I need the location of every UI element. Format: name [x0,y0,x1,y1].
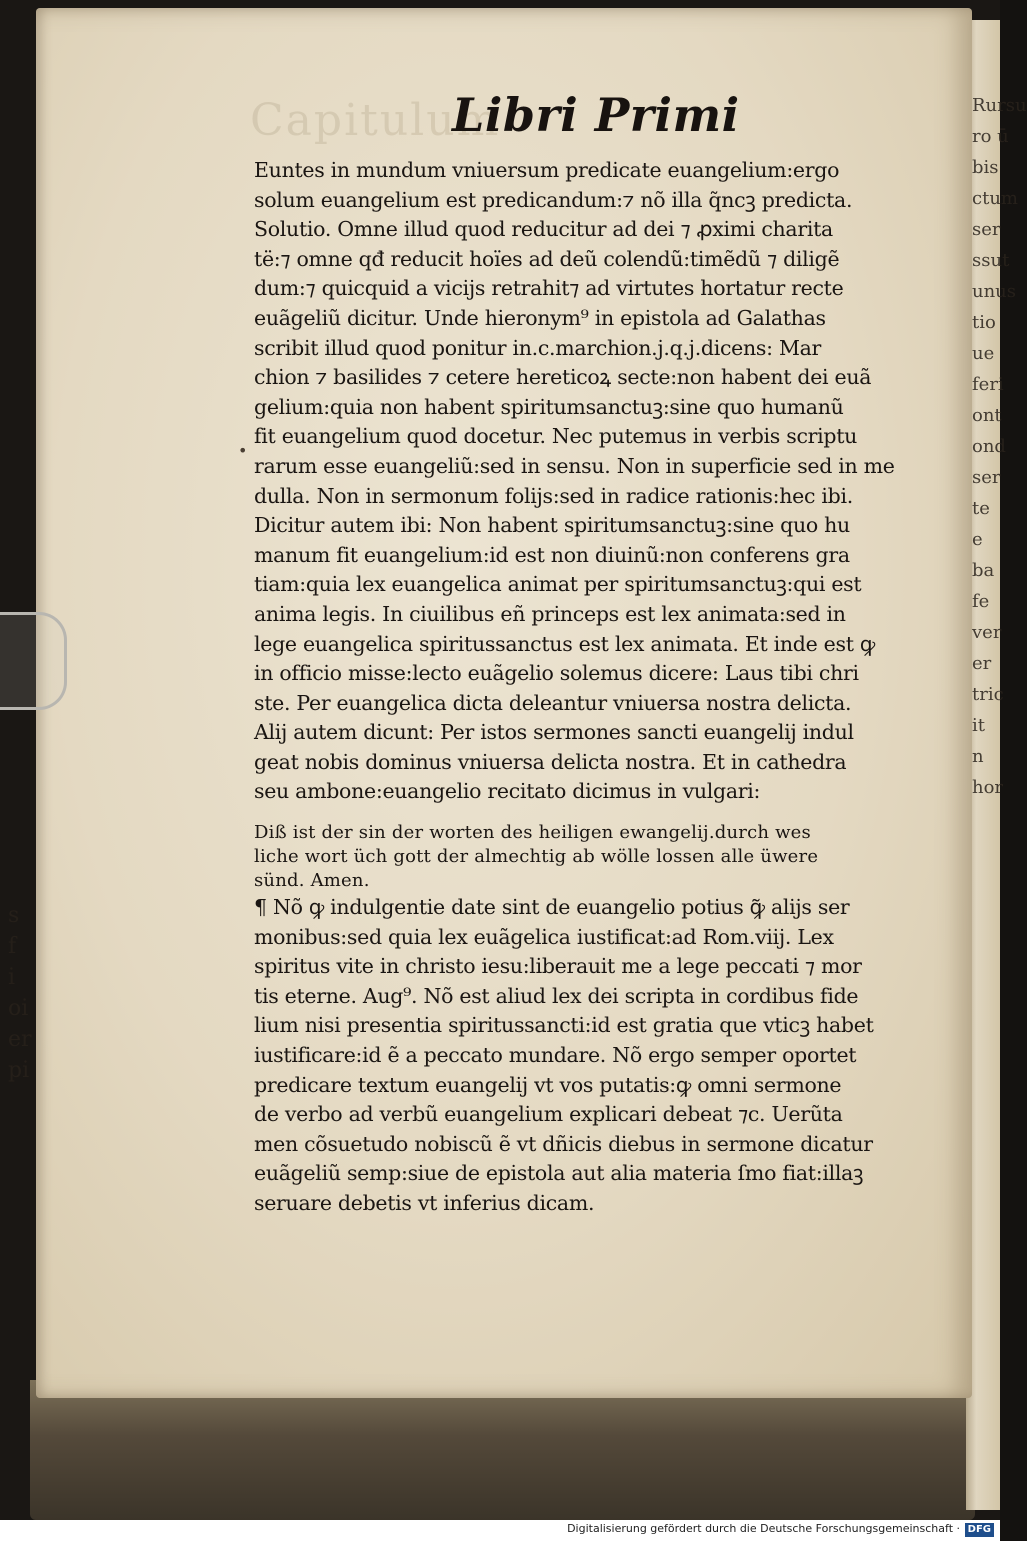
text-line: lege euangelica spiritussanctus est lex animata. Et inde est ꝙ [254,631,875,656]
text-line: iustificare:id ẽ a peccato mundare. Nõ ergo semper oportet [254,1043,857,1068]
dfg-logo-icon: DFG [965,1523,994,1537]
next-page-line: feri [972,374,1004,395]
german-passage [254,821,894,893]
text-line: chion ⁊ basilides ⁊ cetere hereticoꝝ secte:non habent dei euã [254,365,872,390]
text-line: lium nisi presentia spiritussancti:id est gratia que vticꝫ habet [254,1013,874,1038]
next-page-line: ssut [972,250,1010,271]
text-line: spiritus vite in christo iesu:liberauit me a lege peccati ⁊ mor [254,954,862,979]
next-page-line: ro ū [972,126,1009,147]
next-page-line: ser [972,467,1001,488]
text-line: ¶ Nõ ꝙ indulgentie date sint de euangelio potius ꝙ̃ alijs ser [254,895,850,920]
text-line: tiam:quia lex euangelica animat per spiritumsanctuꝫ:qui est [254,572,862,597]
footer-credit: Digitalisierung gefördert durch die Deutsche Forschungsgemeinschaft · [567,1522,960,1535]
text-line: të:⁊ omne qđ reducit hoïes ad deũ colendũ:timẽdũ ⁊ diligẽ [254,246,840,271]
text-line: geat nobis dominus vniuersa delicta nostra. Et in cathedra [254,749,847,774]
next-page-line: fe [972,591,990,612]
text-line: dulla. Non in sermonum folijs:sed in radice rationis:hec ibi. [254,483,853,508]
next-page-line: bis [972,157,999,178]
text-line: Dicitur autem ibi: Non habent spiritumsanctuꝫ:sine quo hu [254,513,850,538]
next-page-line: ser [972,219,1001,240]
body-text [254,156,894,1219]
text-line: rarum esse euangeliũ:sed in sensu. Non in superficie sed in me [254,453,895,478]
page-heading: Libri Primi [452,88,740,142]
second-paragraph [254,893,894,1219]
text-line: solum euangelium est predicandum:⁊ nõ illa q̃ncꝫ predicta. [254,187,853,212]
left-page-text-fragment [8,900,36,1086]
text-line: in officio misse:lecto euãgelio solemus dicere: Laus tibi chri [254,661,859,686]
next-page-line: n [972,746,984,767]
next-page-line: ue [972,343,995,364]
text-line: dum:⁊ quicquid a vicijs retrahit⁊ ad virtutes hortatur recte [254,276,844,301]
text-line: tis eterne. Aug⁹. Nõ est aliud lex dei scripta in cordibus fide [254,983,859,1008]
next-page-line: te [972,498,990,519]
left-page-line: i [8,965,16,990]
text-line: Solutio. Omne illud quod reducitur ad dei ⁊ ꝓximi charita [254,217,833,242]
next-page-line: Rursu [972,95,1027,116]
next-page-line: ctum [972,188,1018,209]
next-page-line: tio [972,312,996,333]
text-line: euãgeliũ semp:siue de epistola aut alia materia ſmo fiat:illaꝫ [254,1161,864,1186]
text-line: ste. Per euangelica dicta deleantur vniuersa nostra delicta. [254,690,852,715]
left-page-line: oi [8,996,29,1021]
left-page-line: s [8,903,20,928]
text-line: fit euangelium quod docetur. Nec putemus in verbis scriptu [254,424,858,449]
text-line: gelium:quia non habent spiritumsanctuꝫ:sine quo humanũ [254,394,844,419]
text-line: Alij autem dicunt: Per istos sermones sancti euangelij indul [254,720,854,745]
book-clasp [0,612,67,710]
left-page-line: er [8,1027,32,1052]
next-page-line: it [972,715,985,736]
next-page-text-fragment [972,90,1027,803]
next-page-line: e [972,529,983,550]
left-page-line: f [8,934,17,959]
text-line: monibus:sed quia lex euãgelica iustificat:ad Rom.viij. Lex [254,924,834,949]
margin-mark: • [238,441,248,460]
text-line: seu ambone:euangelio recitato dicimus in vulgari: [254,779,761,804]
text-line: men cõsuetudo nobiscũ ẽ vt dñicis diebus in sermone dicatur [254,1131,873,1156]
show-through-text: Capitulum [250,95,501,146]
text-line: anima legis. In ciuilibus eñ princeps est lex animata:sed in [254,601,846,626]
text-line: de verbo ad verbũ euangelium explicari debeat ⁊c. Uerũta [254,1102,843,1127]
next-page-line: ver [972,622,1002,643]
german-text-line: liche wort üch gott der almechtig ab wölle lossen alle üwere [254,846,819,868]
text-line: scribit illud quod ponitur in.c.marchion.j.q.j.dicens: Mar [254,335,822,360]
german-text-line: sünd. Amen. [254,870,370,892]
next-page-line: er [972,653,992,674]
next-page-line: ba [972,560,995,581]
text-line: manum fit euangelium:id est non diuinũ:non conferens gra [254,542,850,567]
footer-bar [0,1520,1000,1541]
next-page-line: hor [972,777,1004,798]
next-page-line: ont [972,405,1002,426]
german-text-line: Diß ist der sin der worten des heiligen ewangelij.durch wes [254,822,811,844]
text-line: seruare debetis vt inferius dicam. [254,1191,595,1215]
latin-paragraph [254,156,894,807]
text-line: euãgeliũ dicitur. Unde hieronym⁹ in epistola ad Galathas [254,305,826,330]
next-page-line: ond [972,436,1006,457]
text-line: Euntes in mundum vniuersum predicate euangelium:ergo [254,158,840,182]
text-line: predicare textum euangelij vt vos putatis:ꝙ omni sermone [254,1072,842,1097]
next-page-line: unus [972,281,1017,302]
left-page-line: pi [8,1058,30,1083]
book-page-edge [30,1380,975,1520]
next-page-line: tric [972,684,1004,705]
